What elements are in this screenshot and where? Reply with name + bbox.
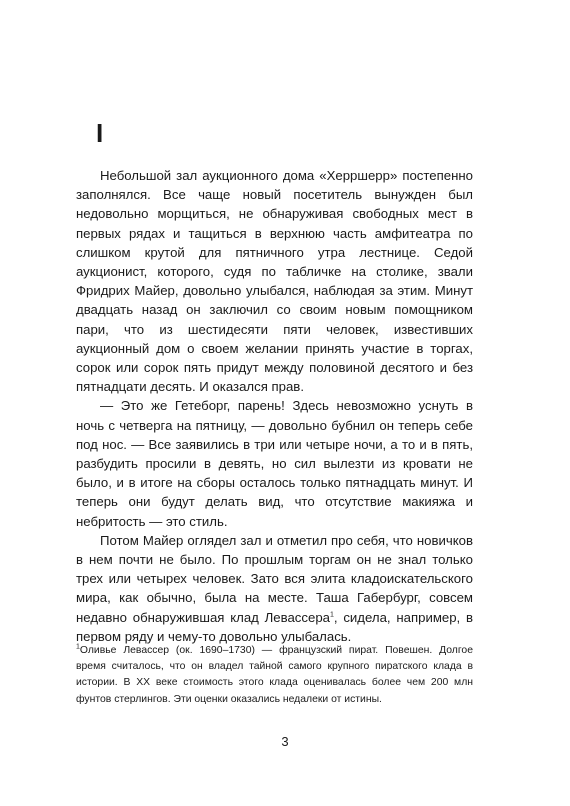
paragraph: — Это же Гетеборг, парень! Здесь невозможно уснуть в ночь с четверга на пятницу, — довольно бубнил он теперь себе под нос. — Все заявились в три или четыре ночи, а то и в пять, разбудить просили в девять, но сил вылезти из кровати не было, и в итоге на сборы осталось только пятнадцать минут. И теперь они будут делать вид, что отсутствие макияжа и небритость — это стиль. (76, 398, 473, 529)
main-text (76, 166, 473, 646)
paragraph-text: Потом Майер оглядел зал и отметил про себя, что новичков в нем почти не было. По прошлым торгам он не знал только трех или четырех человек. Зато вся элита кладоискательского мира, как обычно, была на месте. Таша Габербург, совсем недавно обнаружившая клад Левассера (76, 532, 473, 625)
paragraph (76, 531, 473, 646)
footnotes (76, 643, 473, 708)
chapter-number: I (96, 118, 104, 148)
page-number: 3 (281, 734, 289, 749)
footnote-text: Оливье Левассер (ок. 1690–1730) — французский пират. Повешен. Долгое время считалось, что он владел тайной самого крупного пиратского клада в истории. В XX веке стоимость этого клада оценивалась более чем 200 млн фунтов стерлингов. Эти оценки оказались недалеки от истины. (76, 645, 473, 705)
footnote (76, 643, 473, 708)
footnote-reference[interactable]: 1 (330, 611, 334, 619)
paragraph-text: , сидела, например, в первом ряду и чему-то довольно улыбалась. (76, 609, 473, 644)
footnote-marker: 1 (76, 643, 80, 651)
paragraph: Небольшой зал аукционного дома «Херршерр» постепенно заполнялся. Все чаще новый посетитель вынужден был недовольно морщиться, не обнаруживая свободных мест в первых рядах и тащиться в верхнюю часть амфитеатра по слишком крутой для пятничного утра лестнице. Седой аукционист, которого, судя по табличке на столике, звали Фридрих Майер, довольно улыбался, наблюдая за этим. Минут двадцать назад он заключил со своим новым помощником пари, что из шестидесяти пяти человек, известивших аукционный дом о своем желании принять участие в торгах, сорок или сорок пять придут между половиной десятого и без пятнадцати десять. И оказался прав. (76, 168, 473, 395)
